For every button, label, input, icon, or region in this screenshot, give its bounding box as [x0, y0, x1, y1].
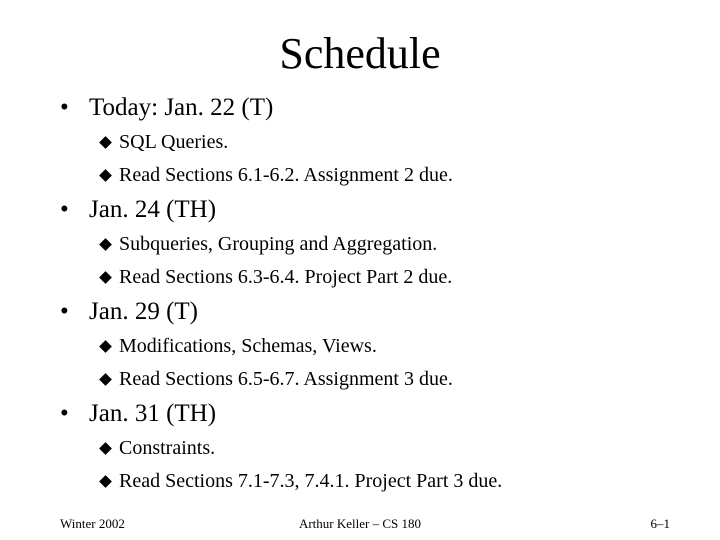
- diamond-icon: [99, 442, 112, 455]
- footer-author-course: Arthur Keller – CS 180: [298, 516, 422, 531]
- schedule-subitem-text: Modifications, Schemas, Views.: [119, 335, 377, 357]
- diamond-icon: [99, 136, 112, 149]
- schedule-subitem: [0, 330, 720, 363]
- bullet-dot-icon: •: [60, 400, 69, 427]
- schedule-subitem-text: Read Sections 6.3-6.4. Project Part 2 due.: [119, 266, 453, 288]
- schedule-item: [0, 294, 720, 396]
- schedule-date: [0, 90, 720, 126]
- diamond-icon: [99, 238, 112, 251]
- diamond-icon: [99, 169, 112, 182]
- schedule-subitem-text: Subqueries, Grouping and Aggregation.: [119, 233, 438, 255]
- footer-term: Winter 2002: [60, 516, 125, 531]
- slide-title: Schedule: [279, 29, 441, 78]
- diamond-icon: [99, 271, 112, 284]
- schedule-subitem-text: Read Sections 6.5-6.7. Assignment 3 due.: [119, 368, 453, 390]
- schedule-subitem-text: SQL Queries.: [119, 131, 229, 153]
- schedule-subitem-text: Read Sections 7.1-7.3, 7.4.1. Project Part 3 due.: [119, 470, 503, 492]
- schedule-item: [0, 90, 720, 192]
- schedule-subitem: [0, 261, 720, 294]
- schedule-subitem: [0, 363, 720, 396]
- schedule-subitem: [0, 228, 720, 261]
- slide-content: [0, 90, 720, 498]
- schedule-date-label: Today: Jan. 22 (T): [89, 94, 274, 121]
- bullet-dot-icon: •: [60, 94, 69, 121]
- bullet-dot-icon: •: [60, 196, 69, 223]
- schedule-subitem-text: Read Sections 6.1-6.2. Assignment 2 due.: [119, 164, 453, 186]
- footer-slide-number: 6–1: [650, 516, 670, 531]
- diamond-icon: [99, 373, 112, 386]
- diamond-icon: [99, 340, 112, 353]
- diamond-icon: [99, 475, 112, 488]
- schedule-subitem: [0, 465, 720, 498]
- schedule-date-label: Jan. 24 (TH): [89, 196, 217, 223]
- schedule-date: [0, 396, 720, 432]
- schedule-subitem: [0, 126, 720, 159]
- schedule-date: [0, 294, 720, 330]
- schedule-subitem: [0, 159, 720, 192]
- bullet-dot-icon: •: [60, 298, 69, 325]
- schedule-subitem-text: Constraints.: [119, 437, 216, 459]
- schedule-date-label: Jan. 29 (T): [89, 298, 198, 325]
- schedule-subitem: [0, 432, 720, 465]
- schedule-date: [0, 192, 720, 228]
- schedule-item: [0, 396, 720, 498]
- schedule-item: [0, 192, 720, 294]
- schedule-date-label: Jan. 31 (TH): [89, 400, 217, 427]
